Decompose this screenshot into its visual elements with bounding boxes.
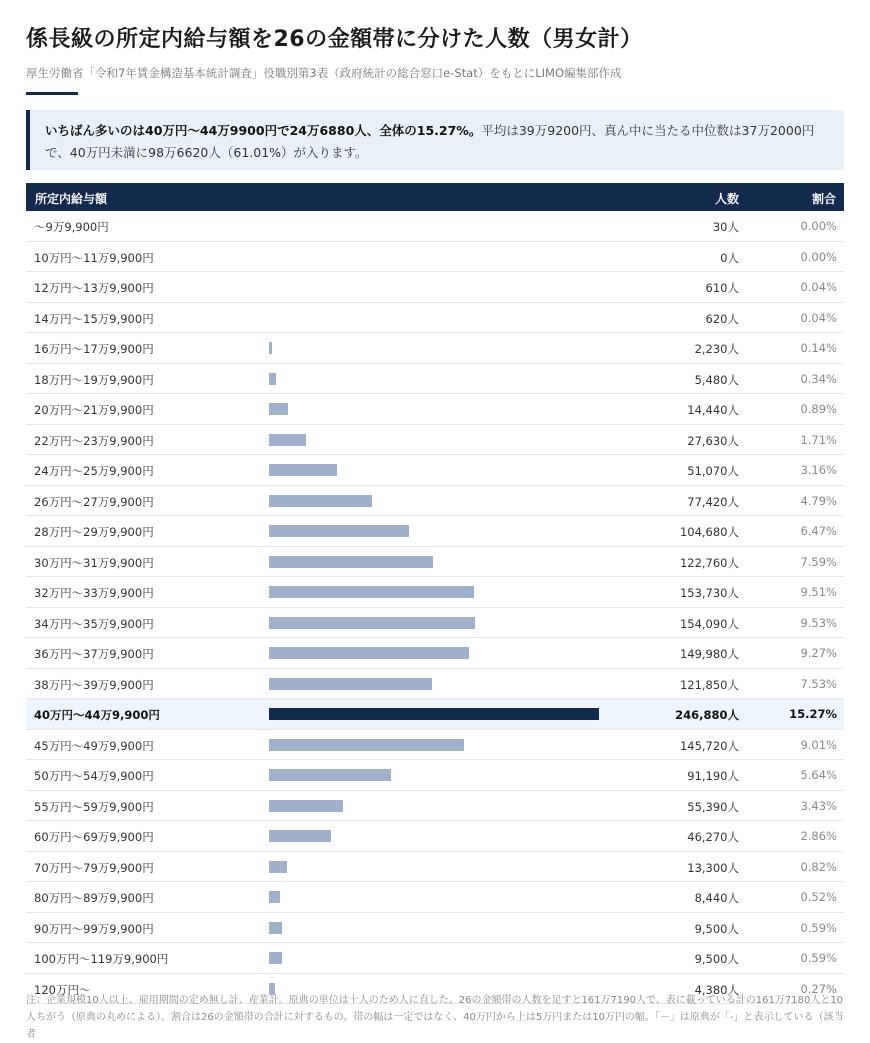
salary-range-label: 120万円～ [34,982,91,997]
count-value: 620人 [705,311,739,326]
count-bar [269,525,409,537]
ratio-value: 9.51% [800,585,837,599]
salary-range-label: 10万円～11万9,900円 [34,250,154,265]
count-value: 122,760人 [679,555,739,570]
count-bar [269,708,599,720]
ratio-value: 0.04% [800,310,837,325]
salary-range-label: 32万円～33万9,900円 [34,586,154,600]
table-row [26,913,844,944]
salary-range-label: 14万円～15万9,900円 [34,311,154,326]
count-bar [269,739,464,751]
count-bar [269,800,343,812]
ratio-value: 7.59% [800,554,837,569]
salary-range-label: 80万円～89万9,900円 [34,891,154,905]
salary-range-label: 38万円～39万9,900円 [34,677,154,692]
ratio-value: 15.27% [789,707,837,721]
count-bar [269,769,391,781]
summary-highlight: いちばん多いのは40万円～44万9900円で24万6880人、全体の15.27%。 [45,123,482,138]
table-row [26,364,844,395]
count-bar [269,922,282,934]
ratio-value: 0.00% [800,219,837,233]
count-bar [269,434,306,446]
count-value: 0人 [720,250,739,265]
ratio-value: 0.14% [800,341,837,355]
column-header-ratio: 割合 [811,192,836,206]
ratio-value: 9.01% [800,737,837,752]
count-value: 91,190人 [687,769,739,783]
table-row [26,638,844,669]
table-header [26,183,844,211]
count-value: 149,980人 [679,647,739,661]
salary-range-label: 28万円～29万9,900円 [34,525,154,539]
table-row [26,425,844,456]
count-value: 14,440人 [687,403,739,417]
count-value: 5,480人 [694,372,739,387]
count-value: 145,720人 [679,738,739,753]
table-row [26,669,844,700]
salary-range-label: 100万円～119万9,900円 [34,952,169,966]
salary-range-label: 60万円～69万9,900円 [34,830,154,844]
count-value: 4,380人 [694,982,739,997]
source-note: 厚生労働省「令和7年賃金構造基本統計調査」役職別第3表（政府統計の総合窓口e-Stat）をもとにLIMO編集部作成 [26,66,622,80]
salary-range-label: 40万円～44万9,900円 [34,708,160,722]
count-bar [269,495,372,507]
count-bar [269,647,469,659]
table-row [26,242,844,273]
table-row [26,730,844,761]
ratio-value: 6.47% [800,524,837,538]
count-value: 8,440人 [694,891,739,905]
ratio-value: 0.59% [800,951,837,965]
salary-range-label: 20万円～21万9,900円 [34,403,154,417]
salary-range-label: 30万円～31万9,900円 [34,555,154,570]
salary-range-label: 90万円～99万9,900円 [34,921,154,936]
page-title: 係長級の所定内給与額を26の金額帯に分けた人数（男女計） [26,27,643,52]
footnote: 注：企業規模10人以上、雇用期間の定め無し計、産業計。原典の単位は十人のため人に直した。26の金額帯の人数を足すと161万7190人で、表に載っている計の161万7180人と10人ちがう（原典の丸めによる）。割合は26の金額帯の合計に対するもの。帯の幅は一定ではなく、40万円から上は5万円または10万円の幅。「－」は原典が「-」と表示している（該当者 [26,995,844,1040]
salary-range-label: 24万円～25万9,900円 [34,464,154,478]
count-value: 55,390人 [687,799,739,814]
table-row [26,882,844,913]
count-bar [269,586,474,598]
table-row [26,333,844,364]
ratio-value: 0.89% [800,402,837,416]
table-row [26,394,844,425]
count-bar [269,678,432,690]
table-row [26,211,844,242]
ratio-value: 9.53% [800,615,837,630]
ratio-value: 0.27% [800,981,837,996]
ratio-value: 0.34% [800,371,837,386]
salary-range-label: 26万円～27万9,900円 [34,494,154,509]
salary-range-label: 70万円～79万9,900円 [34,860,154,875]
count-value: 27,630人 [687,433,739,448]
ratio-value: 0.82% [800,859,837,874]
ratio-value: 7.53% [800,676,837,691]
summary-text: 平均は39万9200円、真ん中に当たる中位数は37万2000円で、40万円未満に98万6620人（61.01%）が入ります。 [45,123,815,160]
count-value: 46,270人 [687,830,739,844]
table-row [26,821,844,852]
count-value: 104,680人 [679,525,739,539]
count-bar [269,830,331,842]
count-value: 246,880人 [675,708,739,722]
count-bar [269,403,288,415]
ratio-value: 4.79% [800,493,837,508]
salary-distribution-table [26,211,844,1004]
accent-rule [26,92,78,95]
table-row [26,791,844,822]
table-row [26,455,844,486]
ratio-value: 9.27% [800,646,837,660]
ratio-value: 2.86% [800,829,837,843]
salary-range-label: 45万円～49万9,900円 [34,738,154,753]
salary-range-label: 36万円～37万9,900円 [34,647,154,661]
table-row [26,303,844,334]
salary-range-label: 34万円～35万9,900円 [34,616,154,631]
salary-range-label: 16万円～17万9,900円 [34,342,154,356]
count-value: 121,850人 [679,677,739,692]
count-bar [269,556,433,568]
table-row [26,272,844,303]
count-bar [269,464,337,476]
column-header-range: 所定内給与額 [35,192,108,206]
count-value: 9,500人 [694,952,739,966]
column-header-count: 人数 [714,192,739,206]
table-row [26,547,844,578]
ratio-value: 0.04% [800,280,837,294]
count-bar [269,861,287,873]
ratio-value: 0.00% [800,249,837,264]
table-row [26,943,844,974]
salary-range-label: ～9万9,900円 [34,220,109,234]
count-bar [269,891,280,903]
ratio-value: 1.71% [800,432,837,447]
salary-range-label: 12万円～13万9,900円 [34,281,154,295]
table-row [26,608,844,639]
table-row [26,486,844,517]
count-value: 9,500人 [694,921,739,936]
salary-range-label: 55万円～59万9,900円 [34,799,154,814]
summary-box [26,110,844,170]
ratio-value: 0.59% [800,920,837,935]
count-bar [269,342,272,354]
count-value: 77,420人 [687,494,739,509]
count-bar [269,617,475,629]
table-row [26,699,844,730]
count-value: 154,090人 [679,616,739,631]
salary-range-label: 22万円～23万9,900円 [34,433,154,448]
count-value: 2,230人 [694,342,739,356]
table-row [26,760,844,791]
count-bar [269,952,282,964]
ratio-value: 3.16% [800,463,837,477]
table-row [26,852,844,883]
count-value: 30人 [712,220,739,234]
table-row [26,577,844,608]
salary-range-label: 18万円～19万9,900円 [34,372,154,387]
count-value: 610人 [705,281,739,295]
count-value: 51,070人 [687,464,739,478]
salary-range-label: 50万円～54万9,900円 [34,769,154,783]
table-row [26,516,844,547]
ratio-value: 5.64% [800,768,837,782]
count-value: 13,300人 [687,860,739,875]
ratio-value: 0.52% [800,890,837,904]
ratio-value: 3.43% [800,798,837,813]
count-bar [269,373,276,385]
count-value: 153,730人 [679,586,739,600]
